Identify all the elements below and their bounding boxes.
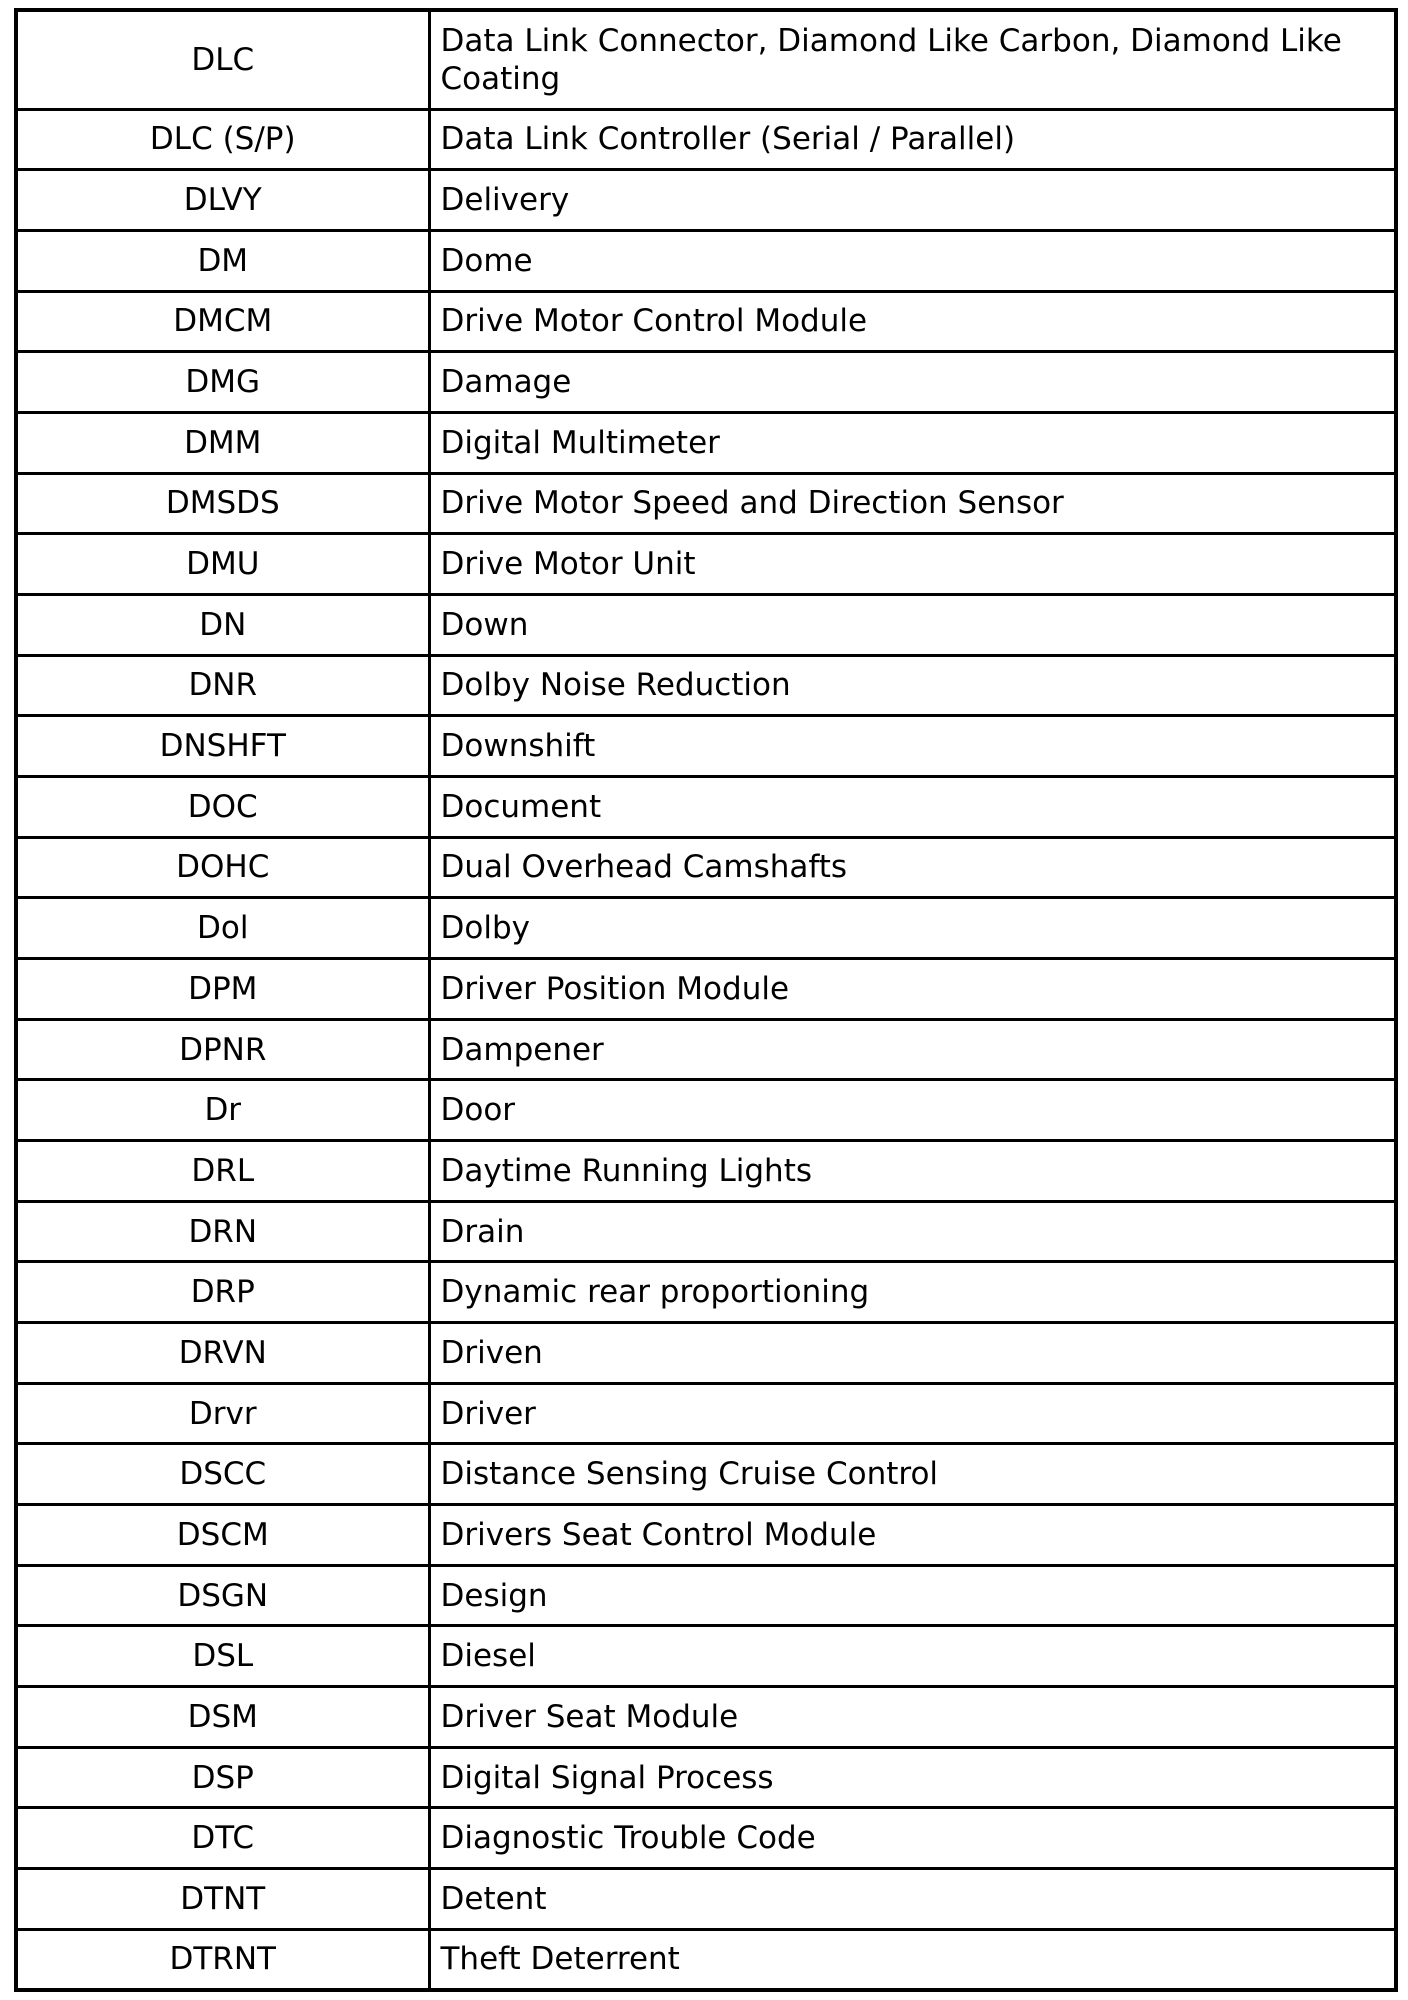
table-row <box>16 230 1396 291</box>
table-row <box>16 1080 1396 1141</box>
table-row <box>16 1141 1396 1202</box>
definition-cell: Down <box>429 594 1396 655</box>
abbreviation-cell: DM <box>16 230 429 291</box>
definition-cell: Document <box>429 776 1396 837</box>
abbreviation-cell: Dol <box>16 898 429 959</box>
definition-cell: Dynamic rear proportioning <box>429 1262 1396 1323</box>
definition-cell: Door <box>429 1080 1396 1141</box>
abbreviation-table <box>14 8 1398 1992</box>
table-row <box>16 716 1396 777</box>
abbreviation-cell: DSCM <box>16 1505 429 1566</box>
abbreviation-cell: DSCC <box>16 1444 429 1505</box>
definition-cell: Drive Motor Unit <box>429 534 1396 595</box>
definition-cell: Damage <box>429 352 1396 413</box>
table-row <box>16 109 1396 170</box>
abbreviation-cell: Dr <box>16 1080 429 1141</box>
abbreviation-cell: DTC <box>16 1808 429 1869</box>
table-row <box>16 1444 1396 1505</box>
definition-cell: Daytime Running Lights <box>429 1141 1396 1202</box>
abbreviation-cell: DSGN <box>16 1565 429 1626</box>
abbreviation-cell: DTNT <box>16 1869 429 1930</box>
table-row <box>16 10 1396 109</box>
definition-cell: Delivery <box>429 170 1396 231</box>
definition-cell: Digital Signal Process <box>429 1747 1396 1808</box>
definition-cell: Dome <box>429 230 1396 291</box>
abbreviation-cell: DN <box>16 594 429 655</box>
definition-cell: Dual Overhead Camshafts <box>429 837 1396 898</box>
table-row <box>16 1019 1396 1080</box>
table-row <box>16 776 1396 837</box>
table-row <box>16 837 1396 898</box>
abbreviation-cell: DTRNT <box>16 1929 429 1990</box>
table-row <box>16 594 1396 655</box>
definition-cell: Digital Multimeter <box>429 412 1396 473</box>
definition-cell: Distance Sensing Cruise Control <box>429 1444 1396 1505</box>
table-row <box>16 898 1396 959</box>
definition-cell: Design <box>429 1565 1396 1626</box>
abbreviation-cell: DSM <box>16 1687 429 1748</box>
table-row <box>16 412 1396 473</box>
table-row <box>16 1626 1396 1687</box>
table-row <box>16 1505 1396 1566</box>
abbreviation-cell: DSP <box>16 1747 429 1808</box>
definition-cell: Dampener <box>429 1019 1396 1080</box>
table-row <box>16 1565 1396 1626</box>
definition-cell: Diagnostic Trouble Code <box>429 1808 1396 1869</box>
abbreviation-cell: Drvr <box>16 1383 429 1444</box>
abbreviation-cell: DSL <box>16 1626 429 1687</box>
definition-cell: Downshift <box>429 716 1396 777</box>
abbreviation-cell: DMCM <box>16 291 429 352</box>
definition-cell: Drive Motor Control Module <box>429 291 1396 352</box>
table-row <box>16 1687 1396 1748</box>
table-row <box>16 473 1396 534</box>
table-row <box>16 170 1396 231</box>
table-row <box>16 1383 1396 1444</box>
abbreviation-cell: DOHC <box>16 837 429 898</box>
abbreviation-cell: DRN <box>16 1201 429 1262</box>
abbreviation-table-body <box>16 10 1396 1990</box>
table-row <box>16 291 1396 352</box>
definition-cell: Data Link Controller (Serial / Parallel) <box>429 109 1396 170</box>
table-row <box>16 959 1396 1020</box>
table-row <box>16 1262 1396 1323</box>
definition-cell: Driven <box>429 1323 1396 1384</box>
abbreviation-cell: DOC <box>16 776 429 837</box>
table-row <box>16 655 1396 716</box>
abbreviation-cell: DPNR <box>16 1019 429 1080</box>
abbreviation-cell: DMU <box>16 534 429 595</box>
definition-cell: Detent <box>429 1869 1396 1930</box>
abbreviation-cell: DNSHFT <box>16 716 429 777</box>
table-row <box>16 352 1396 413</box>
abbreviation-cell: DLC <box>16 10 429 109</box>
abbreviation-cell: DNR <box>16 655 429 716</box>
abbreviation-cell: DMG <box>16 352 429 413</box>
definition-cell: Dolby <box>429 898 1396 959</box>
table-row <box>16 534 1396 595</box>
abbreviation-cell: DLVY <box>16 170 429 231</box>
table-row <box>16 1808 1396 1869</box>
definition-cell: Drivers Seat Control Module <box>429 1505 1396 1566</box>
abbreviation-cell: DRVN <box>16 1323 429 1384</box>
definition-cell: Dolby Noise Reduction <box>429 655 1396 716</box>
definition-cell: Diesel <box>429 1626 1396 1687</box>
table-row <box>16 1201 1396 1262</box>
abbreviation-cell: DPM <box>16 959 429 1020</box>
table-row <box>16 1929 1396 1990</box>
abbreviation-cell: DRP <box>16 1262 429 1323</box>
abbreviation-cell: DLC (S/P) <box>16 109 429 170</box>
abbreviation-cell: DMM <box>16 412 429 473</box>
definition-cell: Driver <box>429 1383 1396 1444</box>
definition-cell: Drive Motor Speed and Direction Sensor <box>429 473 1396 534</box>
abbreviation-cell: DMSDS <box>16 473 429 534</box>
definition-cell: Theft Deterrent <box>429 1929 1396 1990</box>
definition-cell: Drain <box>429 1201 1396 1262</box>
definition-cell: Driver Seat Module <box>429 1687 1396 1748</box>
abbreviation-cell: DRL <box>16 1141 429 1202</box>
table-row <box>16 1747 1396 1808</box>
definition-cell: Driver Position Module <box>429 959 1396 1020</box>
table-row <box>16 1323 1396 1384</box>
table-row <box>16 1869 1396 1930</box>
definition-cell: Data Link Connector, Diamond Like Carbon, Diamond Like Coating <box>429 10 1396 109</box>
